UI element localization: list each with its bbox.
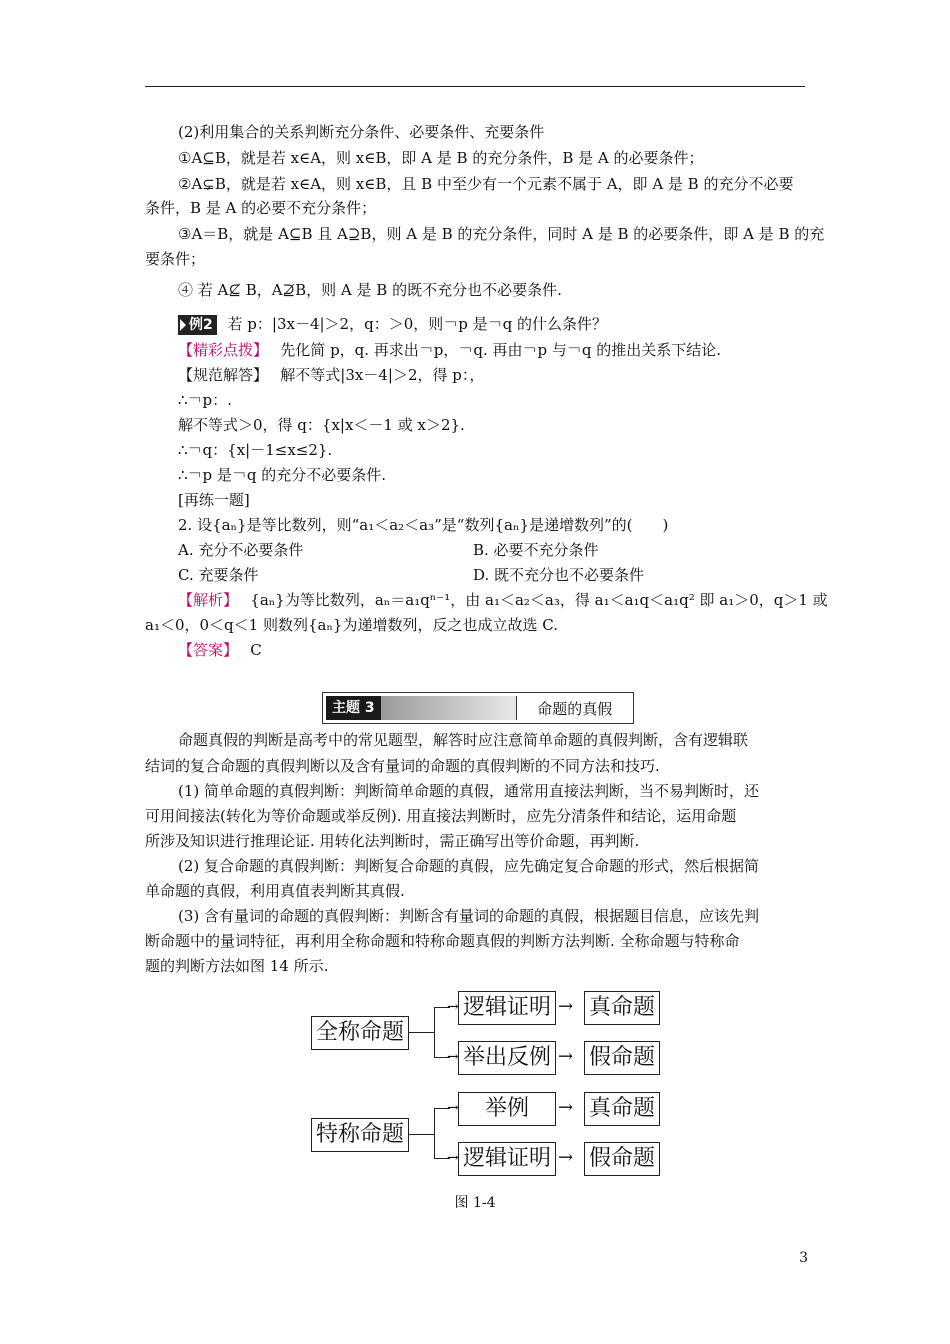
answer-text: C <box>250 641 262 659</box>
text-line: (2)利用集合的关系判断充分条件、必要条件、充要条件 <box>178 123 545 141</box>
answer <box>178 640 262 660</box>
counterexample-box: 举出反例 <box>458 1041 556 1075</box>
analysis <box>178 590 828 610</box>
text-line: ③A＝B，就是 A⊆B 且 A⊇B，则 A 是 B 的充分条件，同时 A 是 B 的必要条件，即 A 是 B 的充 <box>178 225 825 243</box>
arrow-icon: → <box>558 1046 574 1067</box>
figure-caption: 图 1-4 <box>454 1195 496 1211</box>
true-box: 真命题 <box>584 1092 660 1126</box>
paragraph-line: 断命题中的量词特征，再利用全称命题和特称命题真假的判断方法判断. 全称命题与特称命 <box>145 932 740 950</box>
connector-line <box>409 1134 434 1135</box>
text-line: 要条件； <box>145 250 206 268</box>
answer-tag: 【答案】 <box>178 641 231 659</box>
paragraph-line: 结词的复合命题的真假判断以及含有量词的命题的真假判断的不同方法和技巧. <box>145 757 660 775</box>
arrow-icon: → <box>558 1097 574 1118</box>
paragraph-line: 可用间接法(转化为等价命题或举反例). 用直接法判断时，应先分清条件和结论，运用命题 <box>145 807 737 825</box>
page-number: 3 <box>799 1250 808 1266</box>
paragraph-line: 单命题的真假，利用真值表判断其真假. <box>145 882 405 900</box>
solution-tag: 【规范解答】 <box>178 366 261 384</box>
solution-text: 解不等式|3x－4|＞2，得 p：， <box>280 366 485 384</box>
paragraph-line: (3) 含有量词的命题的真假判断：判断含有量词的命题的真假，根据题目信息，应该先判 <box>178 907 760 925</box>
option-d: D. 既不充分也不必要条件 <box>473 566 645 584</box>
arrow-icon: → <box>558 1147 574 1168</box>
analysis-cont: a₁＜0，0＜q＜1 则数列{aₙ}为递增数列，反之也成立故选 C. <box>145 616 558 634</box>
arrow-icon: → <box>558 996 574 1017</box>
example-solution <box>178 365 484 385</box>
proof-box: 逻辑证明 <box>458 991 556 1025</box>
text-line: 条件，B 是 A 的必要不充分条件； <box>145 199 377 217</box>
universal-box: 全称命题 <box>311 1016 409 1050</box>
option-c: C. 充要条件 <box>178 566 259 584</box>
solution-step: ∴￢q：{x|－1≤x≤2}. <box>178 441 333 459</box>
topic-banner <box>322 692 634 724</box>
paragraph-line: 题的判断方法如图 14 所示. <box>145 957 329 975</box>
practice-question: 2. 设{aₙ}是等比数列，则“a₁＜a₂＜a₃”是“数列{aₙ}是递增数列”的( ) <box>178 516 669 534</box>
option-b: B. 必要不充分条件 <box>473 541 599 559</box>
paragraph-line: 所涉及知识进行推理论证. 用转化法判断时，需正确写出等价命题，再判断. <box>145 832 640 850</box>
solution-step: ∴￢p 是￢q 的充分不必要条件. <box>178 466 387 484</box>
false-box: 假命题 <box>584 1142 660 1176</box>
analysis-text: {aₙ}为等比数列，aₙ＝a₁qⁿ⁻¹，由 a₁＜a₂＜a₃，得 a₁＜a₁q＜a₁q² 即 a₁＞0，q＞1 或 <box>250 591 828 609</box>
text-line: ④ 若 A⊈ B，A⊉B，则 A 是 B 的既不充分也不必要条件. <box>178 281 562 299</box>
paragraph-line: (1) 简单命题的真假判断：判断简单命题的真假，通常用直接法判断，当不易判断时，还 <box>178 782 760 800</box>
topic-title: 命题的真假 <box>537 699 613 718</box>
example-question-text: 若 p：|3x－4|＞2，q：＞0，则￢p 是￢q 的什么条件？ <box>227 315 607 333</box>
text-line: ①A⊆B，就是若 x∈A，则 x∈B，即 A 是 B 的充分条件，B 是 A 的必要条件； <box>178 149 704 167</box>
connector-line <box>409 1032 434 1033</box>
header-rule <box>145 86 805 87</box>
proof-box: 逻辑证明 <box>458 1142 556 1176</box>
solution-step: 解不等式＞0，得 q：{x|x＜－1 或 x＞2}. <box>178 416 465 434</box>
arrow-icon: → <box>447 1100 459 1116</box>
option-a: A. 充分不必要条件 <box>178 541 304 559</box>
example-hint <box>178 340 721 360</box>
triangle-icon <box>180 319 186 331</box>
connector-line <box>434 1108 435 1158</box>
false-box: 假命题 <box>584 1041 660 1075</box>
topic-gradient <box>381 696 517 720</box>
solution-step: ∴￢p：. <box>178 391 232 409</box>
paragraph-line: (2) 复合命题的真假判断：判断复合命题的真假，应先确定复合命题的形式，然后根据简 <box>178 857 760 875</box>
analysis-tag: 【解析】 <box>178 591 231 609</box>
example-badge: 例2 <box>178 315 217 335</box>
text-line: ②A⊊B，就是若 x∈A，则 x∈B，且 B 中至少有一个元素不属于 A，即 A 是 B 的充分不必要 <box>178 175 794 193</box>
hint-text: 先化简 p，q. 再求出￢p，￢q. 再由￢p 与￢q 的推出关系下结论. <box>280 341 722 359</box>
arrow-icon: → <box>447 999 459 1015</box>
arrow-icon: → <box>447 1049 459 1065</box>
true-box: 真命题 <box>584 991 660 1025</box>
arrow-icon: → <box>447 1150 459 1166</box>
practice-header: [再练一题] <box>178 491 250 509</box>
connector-line <box>434 1007 435 1057</box>
example-box: 举例 <box>458 1092 556 1126</box>
existential-box: 特称命题 <box>311 1118 409 1152</box>
paragraph-line: 命题真假的判断是高考中的常见题型，解答时应注意简单命题的真假判断，含有逻辑联 <box>178 731 749 749</box>
example-question <box>178 314 607 335</box>
topic-badge: 主题 3 <box>326 696 381 720</box>
hint-tag: 【精彩点拨】 <box>178 341 261 359</box>
